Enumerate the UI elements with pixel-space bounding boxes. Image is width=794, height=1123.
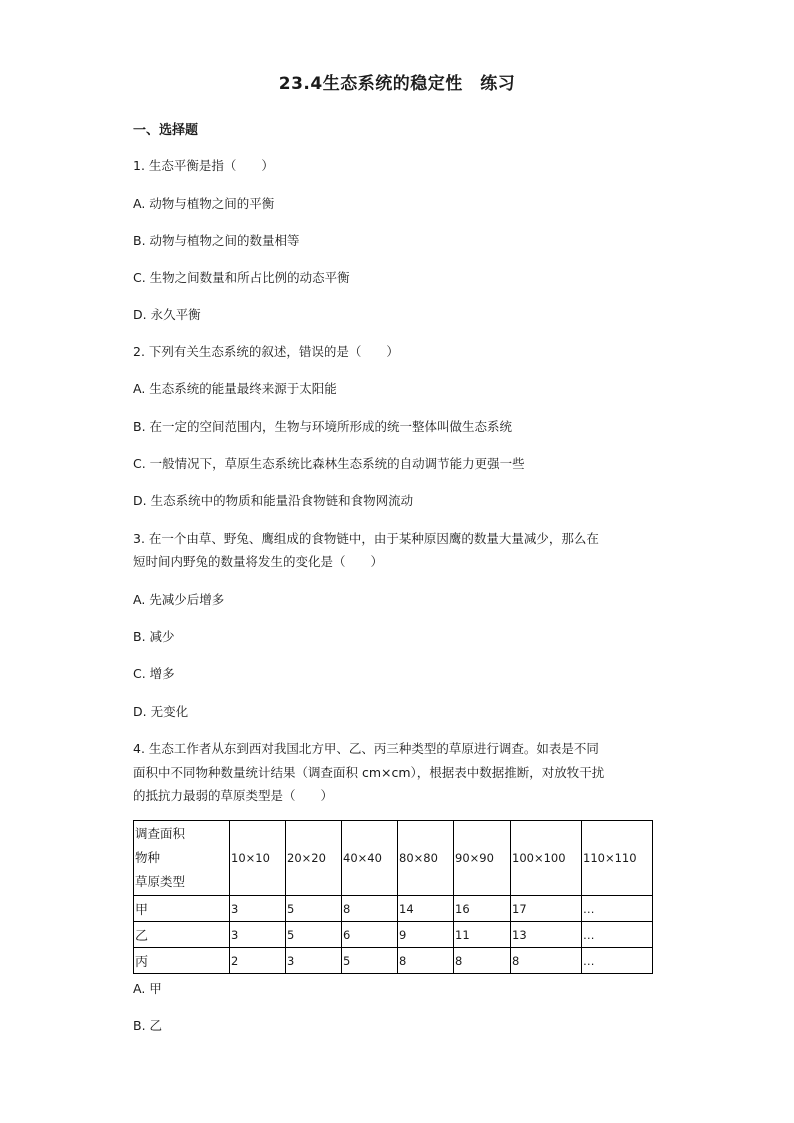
table-header-corner-cell [134, 821, 230, 896]
table-row [134, 896, 653, 922]
question-2-option-d: D. 生态系统中的物质和能量沿食物链和食物网流动 [133, 493, 414, 508]
table-cell: 3 [230, 922, 286, 948]
table-cell: 8 [342, 896, 398, 922]
section-title: 一、选择题 [133, 123, 199, 138]
table-cell: 17 [511, 896, 582, 922]
table-row-label: 乙 [134, 922, 230, 948]
table-cell: 11 [454, 922, 511, 948]
question-2-option-c: C. 一般情况下，草原生态系统比森林生态系统的自动调节能力更强一些 [133, 456, 525, 471]
question-1-stem: 1. 生态平衡是指（ ） [133, 158, 274, 173]
page-title: 23.4生态系统的稳定性 练习 [278, 74, 516, 94]
question-3-option-b: B. 减少 [133, 629, 175, 644]
table-header-cell: 80×80 [398, 821, 454, 896]
table-cell: 3 [286, 948, 342, 974]
question-4-option-a: A. 甲 [133, 981, 162, 996]
table-cell: 2 [230, 948, 286, 974]
table-row [134, 948, 653, 974]
table-row-label: 甲 [134, 896, 230, 922]
table-header-cell: 110×110 [582, 821, 653, 896]
header-label-area: 调查面积 [135, 826, 186, 841]
table-cell: 14 [398, 896, 454, 922]
question-3-stem-line-2: 短时间内野兔的数量将发生的变化是（ ） [133, 554, 384, 569]
question-1-option-a: A. 动物与植物之间的平衡 [133, 196, 275, 211]
question-2-stem: 2. 下列有关生态系统的叙述，错误的是（ ） [133, 344, 399, 359]
header-label-grassland-type: 草原类型 [135, 874, 186, 889]
header-label-species: 物种 [135, 850, 161, 865]
table-cell: 16 [454, 896, 511, 922]
table-cell: 13 [511, 922, 582, 948]
table-cell: 6 [342, 922, 398, 948]
question-4-stem-line-1: 4. 生态工作者从东到西对我国北方甲、乙、丙三种类型的草原进行调查。如表是不同 [133, 741, 599, 756]
question-1-option-b: B. 动物与植物之间的数量相等 [133, 233, 300, 248]
question-2-option-a: A. 生态系统的能量最终来源于太阳能 [133, 381, 337, 396]
question-2-option-b: B. 在一定的空间范围内，生物与环境所形成的统一整体叫做生态系统 [133, 419, 513, 434]
table-cell: 3 [230, 896, 286, 922]
question-3-option-d: D. 无变化 [133, 704, 189, 719]
table-cell: 5 [342, 948, 398, 974]
table-row [134, 922, 653, 948]
table-header-cell: 10×10 [230, 821, 286, 896]
survey-table [133, 820, 653, 974]
question-4-option-b: B. 乙 [133, 1018, 163, 1033]
question-3-option-c: C. 增多 [133, 666, 175, 681]
question-1-option-d: D. 永久平衡 [133, 307, 201, 322]
question-3-option-a: A. 先减少后增多 [133, 592, 225, 607]
table-cell: 5 [286, 922, 342, 948]
table-cell: … [582, 922, 653, 948]
table-cell: 9 [398, 922, 454, 948]
question-4-stem-line-3: 的抵抗力最弱的草原类型是（ ） [133, 788, 334, 803]
table-header-cell: 40×40 [342, 821, 398, 896]
table-cell: 5 [286, 896, 342, 922]
table-row-label: 丙 [134, 948, 230, 974]
question-3-stem-line-1: 3. 在一个由草、野兔、鹰组成的食物链中，由于某种原因鹰的数量大量减少，那么在 [133, 531, 599, 546]
table-header-row [134, 821, 653, 896]
table-header-cell: 100×100 [511, 821, 582, 896]
table-cell: … [582, 948, 653, 974]
table-header-cell: 20×20 [286, 821, 342, 896]
table-cell: … [582, 896, 653, 922]
question-4-stem-line-2: 面积中不同物种数量统计结果（调查面积 cm×cm），根据表中数据推断，对放牧干扰 [133, 765, 605, 780]
table-header-cell: 90×90 [454, 821, 511, 896]
table-cell: 8 [511, 948, 582, 974]
table-cell: 8 [398, 948, 454, 974]
table-cell: 8 [454, 948, 511, 974]
question-1-option-c: C. 生物之间数量和所占比例的动态平衡 [133, 270, 350, 285]
